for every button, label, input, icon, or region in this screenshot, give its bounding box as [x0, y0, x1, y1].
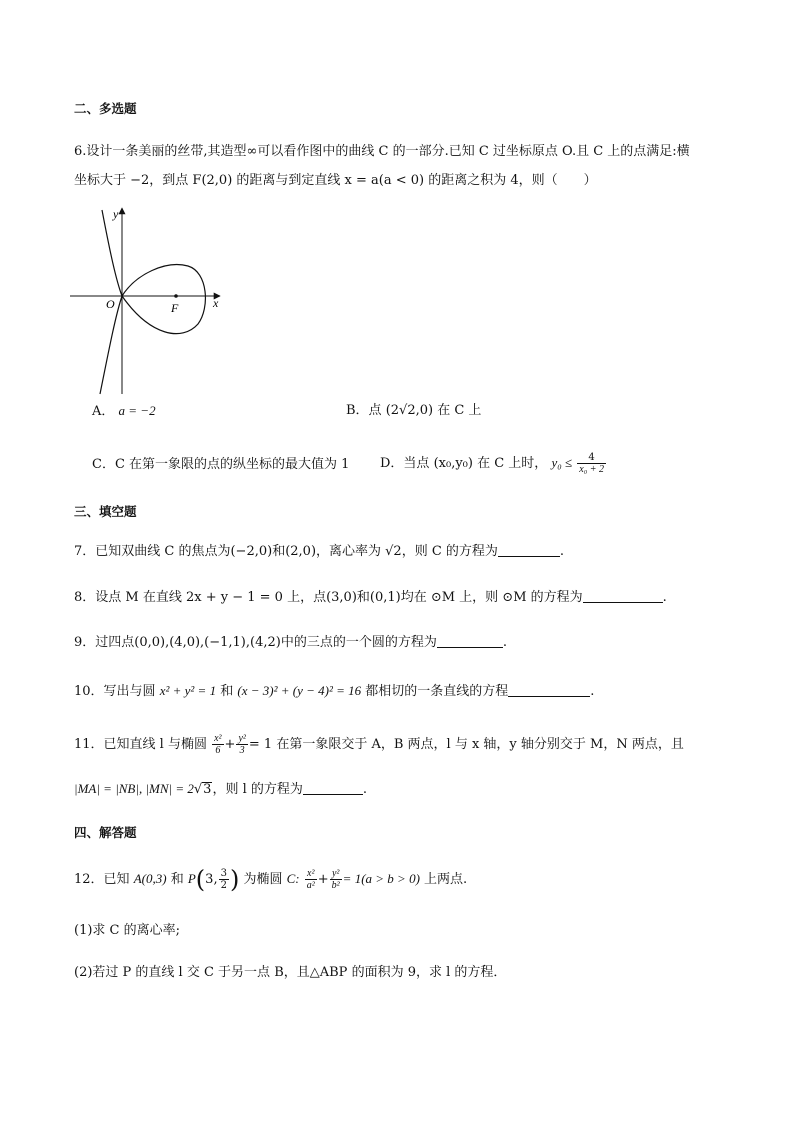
q12-p-y-fraction — [219, 868, 229, 891]
q12-frac-y-den: b² — [331, 880, 340, 891]
q12-paren-close: ) — [229, 865, 240, 894]
q12-part2: (2)若过 P 的直线 l 交 C 于另一点 B，且△ABP 的面积为 9，求 l 的方程． — [74, 965, 507, 980]
q12-pre: 12．已知 — [74, 872, 130, 887]
section-heading-multiple-choice: 二、多选题 — [74, 101, 137, 116]
origin-label: O — [106, 297, 115, 311]
q11-frac-x-num: x² — [214, 733, 222, 744]
q8-text: 8．设点 M 在直线 2x + y − 1 = 0 上，点(3,0)和(0,1)均在 ⊙M 上，则 ⊙M 的方程为 — [74, 590, 583, 605]
q9-text: 9．过四点(0,0),(4,0),(−1,1),(4,2)中的三点的一个圆的方程为 — [74, 635, 437, 650]
option-d-mid: 在 C 上时， — [477, 456, 548, 471]
q11-line2 — [74, 780, 367, 799]
q7-text: 7．已知双曲线 C 的焦点为(−2,0)和(2,0)，离心率为 √2，则 C 的方程为 — [74, 544, 498, 559]
q11-line1 — [74, 730, 684, 760]
q9-end: . — [502, 635, 507, 650]
q6-line1: 6.设计一条美丽的丝带,其造型∞可以看作图中的曲线 C 的一部分.已知 C 过坐标原点 O.且 C 上的点满足:横 — [74, 144, 690, 159]
section-heading-solutions: 四、解答题 — [74, 825, 137, 840]
q11-line2-post: ，则 l 的方程为 — [212, 782, 303, 797]
q11-post: 在第一象限交于 A，B 两点，l 与 x 轴，y 轴分别交于 M，N 两点，且 — [276, 737, 684, 752]
q6-option-c: C．C 在第一象限的点的纵坐标的最大值为 1 — [92, 457, 350, 472]
sqrt-symbol: √ — [193, 782, 203, 797]
q8-end: . — [662, 590, 667, 605]
q12-frac-x-den: a² — [306, 880, 315, 891]
q6-option-d — [380, 448, 607, 479]
option-d-lhs: y₀ ≤ — [551, 455, 573, 470]
q12-frac-x-num: x² — [305, 868, 317, 880]
option-a-label: A． — [92, 404, 115, 419]
q6-curve-figure — [70, 204, 230, 396]
q6-option-b — [346, 402, 481, 420]
option-b-tail: 在 C 上 — [437, 403, 482, 418]
q9-blank — [437, 647, 503, 648]
q9 — [74, 634, 507, 652]
q12-mid: 为椭圆 — [243, 872, 283, 887]
option-d-numerator: 4 — [577, 452, 606, 464]
option-a-text: a = −2 — [118, 403, 156, 418]
q12-part1: (1)求 C 的离心率; — [74, 923, 181, 938]
q12-ellipse-tail: = 1(a > b > 0) — [342, 871, 420, 886]
q7-end: . — [559, 544, 565, 559]
option-d-point: (x₀,y₀) — [433, 456, 473, 471]
option-b-point: (2√2,0) — [385, 403, 434, 418]
q12-post: 上两点. — [424, 872, 468, 887]
q12-p-x: 3, — [205, 872, 218, 887]
q7 — [74, 543, 564, 561]
q10 — [74, 682, 594, 701]
q10-post: 都相切的一条直线的方程 — [365, 684, 509, 699]
q12-paren-open: ( — [195, 865, 206, 894]
q11-pre: 11．已知直线 l 与椭圆 — [74, 737, 207, 752]
q6-line2: 坐标大于 −2，到点 F(2,0) 的距离与到定直线 x = a(a < 0) 的距离之积为 4，则（ ） — [74, 173, 597, 188]
q10-circle2: (x − 3)² + (y − 4)² = 16 — [237, 683, 362, 698]
q11-plus: + — [224, 737, 236, 752]
q11-frac-y-den: 3 — [239, 745, 245, 756]
q12-p-y-num: 3 — [220, 868, 227, 879]
q10-blank — [508, 696, 590, 697]
q12-point-p-label: P — [187, 871, 196, 886]
q12-frac-y — [330, 868, 342, 891]
q10-end: . — [590, 684, 595, 699]
q11-frac-y — [236, 733, 247, 756]
q7-blank — [498, 556, 560, 557]
q8-blank — [583, 602, 663, 603]
q11-end: . — [362, 782, 368, 797]
q10-circle1: x² + y² = 1 — [159, 683, 217, 698]
q12-frac-y-num: y² — [330, 868, 342, 880]
q12-point-a: A(0,3) — [133, 871, 167, 886]
q10-pre: 10．写出与圆 — [74, 684, 156, 699]
curve-loop — [122, 265, 205, 334]
q6-option-a — [92, 402, 156, 421]
option-b-label: B．点 — [346, 403, 382, 418]
q11-frac-y-num: y² — [238, 733, 246, 744]
option-d-denominator: x₀ + 2 — [579, 464, 604, 475]
q11-blank — [303, 794, 363, 795]
y-axis-label: y — [113, 207, 119, 221]
option-d-fraction — [577, 452, 606, 475]
q8 — [74, 589, 667, 607]
q11-eq: = 1 — [248, 737, 273, 752]
q11-line2-pre: |MA| = |NB|, |MN| = 2 — [74, 781, 194, 796]
q12-and: 和 — [170, 872, 184, 887]
option-d-pre: D．当点 — [380, 456, 430, 471]
x-axis-label: x — [213, 296, 219, 310]
q12-stem — [74, 862, 467, 897]
q11-sqrt-radicand: 3 — [203, 782, 212, 797]
q12-ellipse-label: C: — [286, 871, 300, 886]
focus-point — [174, 294, 178, 298]
q10-mid: 和 — [220, 684, 234, 699]
q12-frac-x — [305, 868, 317, 891]
q11-frac-x — [212, 733, 223, 756]
q11-frac-x-den: 6 — [215, 745, 221, 756]
section-heading-fill-in: 三、填空题 — [74, 504, 137, 519]
q12-plus: + — [317, 872, 329, 887]
focus-label: F — [171, 301, 179, 315]
q12-p-y-den: 2 — [220, 880, 227, 891]
